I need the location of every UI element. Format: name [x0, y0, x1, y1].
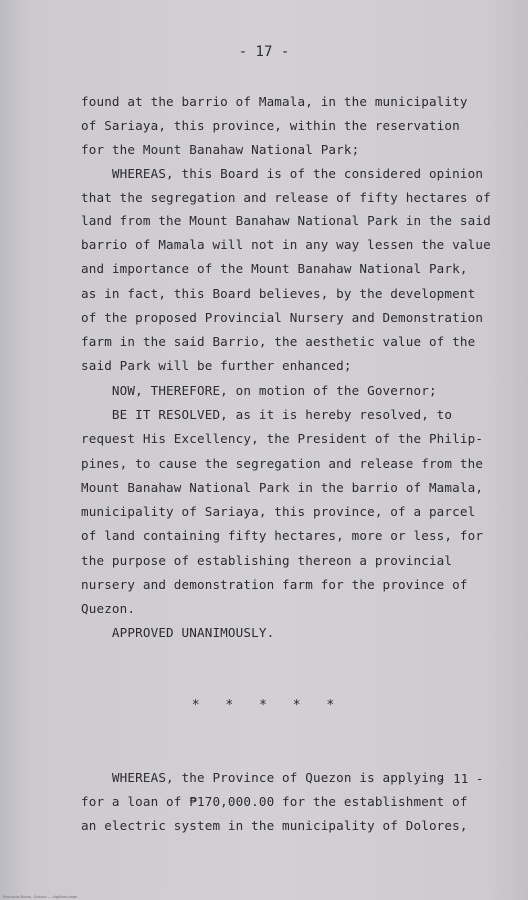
- text-line: found at the barrio of Mamala, in the municipality: [81, 94, 468, 109]
- text-line: BE IT RESOLVED, as it is hereby resolved, to: [81, 407, 453, 422]
- text-line: pines, to cause the segregation and release from the: [81, 456, 484, 471]
- text-line: WHEREAS, this Board is of the considered opinion: [81, 166, 484, 181]
- text-line: as in fact, this Board believes, by the development: [81, 286, 476, 301]
- text-line: Mount Banahaw National Park in the barrio of Mamala,: [81, 480, 484, 495]
- text-line: of Sariaya, this province, within the reservation: [81, 118, 460, 133]
- footer-imprint: Provincial Board, Quezon — digitized page: [3, 895, 78, 899]
- text-line: for a loan of ₱170,000.00 for the establishment of: [81, 794, 468, 809]
- text-line: Quezon.: [81, 601, 136, 616]
- text-line: nursery and demonstration farm for the province of: [81, 577, 468, 592]
- text-line: municipality of Sariaya, this province, of a parcel: [81, 504, 476, 519]
- section-separator: * * * * *: [191, 698, 344, 713]
- text-line: request His Excellency, the President of the Philip-: [81, 431, 484, 446]
- text-line: and importance of the Mount Banahaw National Park,: [81, 261, 468, 276]
- text-line: barrio of Mamala will not in any way lessen the value: [81, 237, 491, 252]
- text-line: farm in the said Barrio, the aesthetic value of the: [81, 334, 476, 349]
- text-line: that the segregation and release of fifty hectares of: [81, 190, 491, 205]
- text-line: of land containing fifty hectares, more or less, for: [81, 528, 484, 543]
- text-line: NOW, THEREFORE, on motion of the Governor;: [81, 383, 437, 398]
- text-line: land from the Mount Banahaw National Park in the said: [81, 213, 491, 228]
- text-line: the purpose of establishing thereon a provincial: [81, 553, 453, 568]
- text-line: APPROVED UNANIMOUSLY.: [81, 625, 275, 640]
- text-line: said Park will be further enhanced;: [81, 358, 352, 373]
- page-number: - 17 -: [238, 44, 290, 60]
- text-line: WHEREAS, the Province of Quezon is applying: [81, 770, 445, 785]
- text-line: an electric system in the municipality of Dolores,: [81, 818, 468, 833]
- text-line: for the Mount Banahaw National Park;: [81, 142, 360, 157]
- margin-marker: - 11 -: [438, 771, 484, 786]
- text-line: of the proposed Provincial Nursery and Demonstration: [81, 310, 484, 325]
